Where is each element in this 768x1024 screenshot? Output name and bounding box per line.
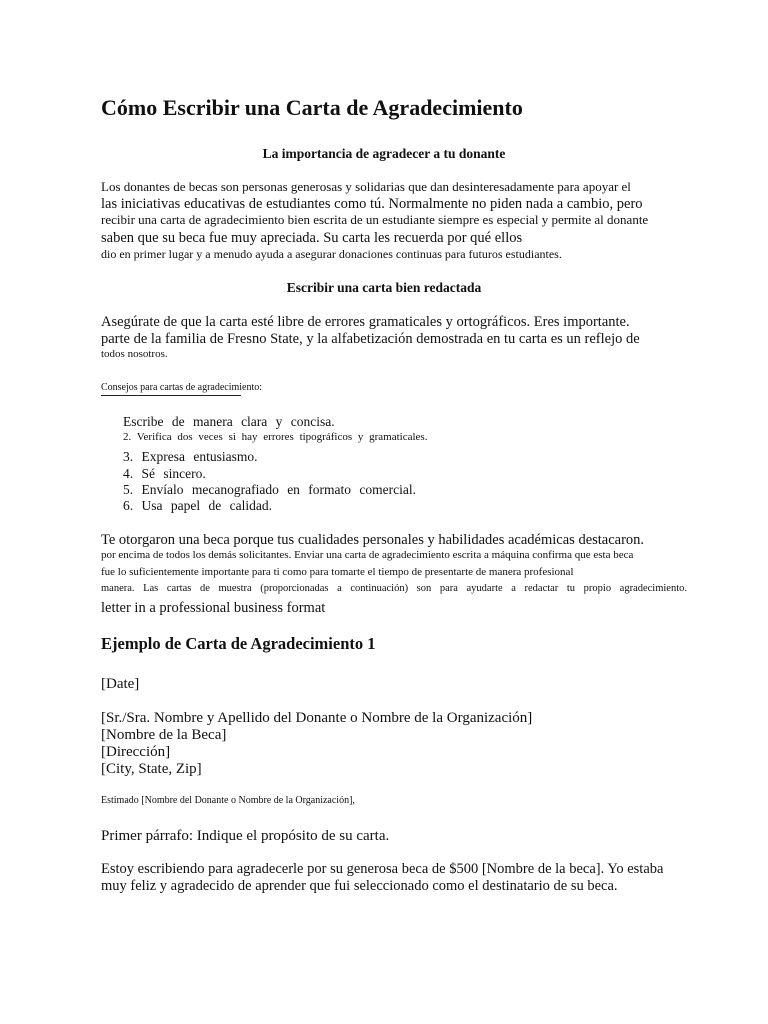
letter-body-line: Estoy escribiendo para agradecerle por su generosa beca de $500 [Nombre de la beca]. Yo estaba xyxy=(101,861,664,877)
paragraph-line: letter in a professional business format xyxy=(101,600,326,616)
section-heading-importance: La importancia de agradecer a tu donante xyxy=(262,146,506,161)
paragraph-line: Te otorgaron una beca porque tus cualidades personales y habilidades académicas destacaron. xyxy=(101,532,645,548)
paragraph-line: Los donantes de becas son personas generosas y solidarias que dan desinteresadamente para apoyar el xyxy=(101,179,631,194)
first-paragraph-label: Primer párrafo: Indique el propósito de su carta. xyxy=(101,828,390,844)
paragraph-line: recibir una carta de agradecimiento bien escrita de un estudiante siempre es especial y permite al donante xyxy=(101,212,649,227)
letter-address-line: [Nombre de la Beca] xyxy=(101,727,227,743)
list-item: 2. Verifica dos veces si hay errores tipográficos y gramaticales. xyxy=(123,431,428,443)
paragraph-line: saben que su beca fue muy apreciada. Su carta les recuerda por qué ellos xyxy=(101,230,523,246)
paragraph-line: manera. Las cartas de muestra (proporcionadas a continuación) son para ayudarte a redactar tu propio agradecimiento. xyxy=(101,583,687,594)
tips-label-underline xyxy=(101,395,241,396)
letter-salutation: Estimado [Nombre del Donante o Nombre de la Organización], xyxy=(101,795,355,806)
letter-date: [Date] xyxy=(101,676,140,692)
page-title: Cómo Escribir una Carta de Agradecimiento xyxy=(101,95,523,120)
list-item: 3. Expresa entusiasmo. xyxy=(123,449,258,464)
list-item: 6. Usa papel de calidad. xyxy=(123,498,272,513)
letter-body-line: muy feliz y agradecido de aprender que fui seleccionado como el destinatario de su beca. xyxy=(101,878,618,894)
list-item: Escribe de manera clara y concisa. xyxy=(123,414,335,429)
letter-address-line: [Dirección] xyxy=(101,744,171,760)
list-item: 4. Sé sincero. xyxy=(123,466,206,481)
paragraph-line: parte de la familia de Fresno State, y la alfabetización demostrada en tu carta es un reflejo de xyxy=(101,331,640,347)
tips-label: Consejos para cartas de agradecimiento: xyxy=(101,382,263,393)
paragraph-line: fue lo suficientemente importante para ti como para tomarte el tiempo de presentarte de manera profesional xyxy=(101,566,574,578)
paragraph-line: dio en primer lugar y a menudo ayuda a asegurar donaciones continuas para futuros estudiantes. xyxy=(101,247,562,261)
example-heading: Ejemplo de Carta de Agradecimiento 1 xyxy=(101,634,376,653)
paragraph-line: las iniciativas educativas de estudiantes como tú. Normalmente no piden nada a cambio, pero xyxy=(101,196,643,212)
list-item: 5. Envíalo mecanografiado en formato comercial. xyxy=(123,482,417,497)
section-heading-writing: Escribir una carta bien redactada xyxy=(286,280,482,295)
paragraph-line: Asegúrate de que la carta esté libre de errores gramaticales y ortográficos. Eres importante. xyxy=(101,314,630,330)
paragraph-line: todos nosotros. xyxy=(101,348,168,360)
paragraph-line: por encima de todos los demás solicitantes. Enviar una carta de agradecimiento escrita a máquina confirma que esta beca xyxy=(101,549,634,561)
letter-address-line: [City, State, Zip] xyxy=(101,761,202,777)
letter-address-line: [Sr./Sra. Nombre y Apellido del Donante o Nombre de la Organización] xyxy=(101,710,533,726)
